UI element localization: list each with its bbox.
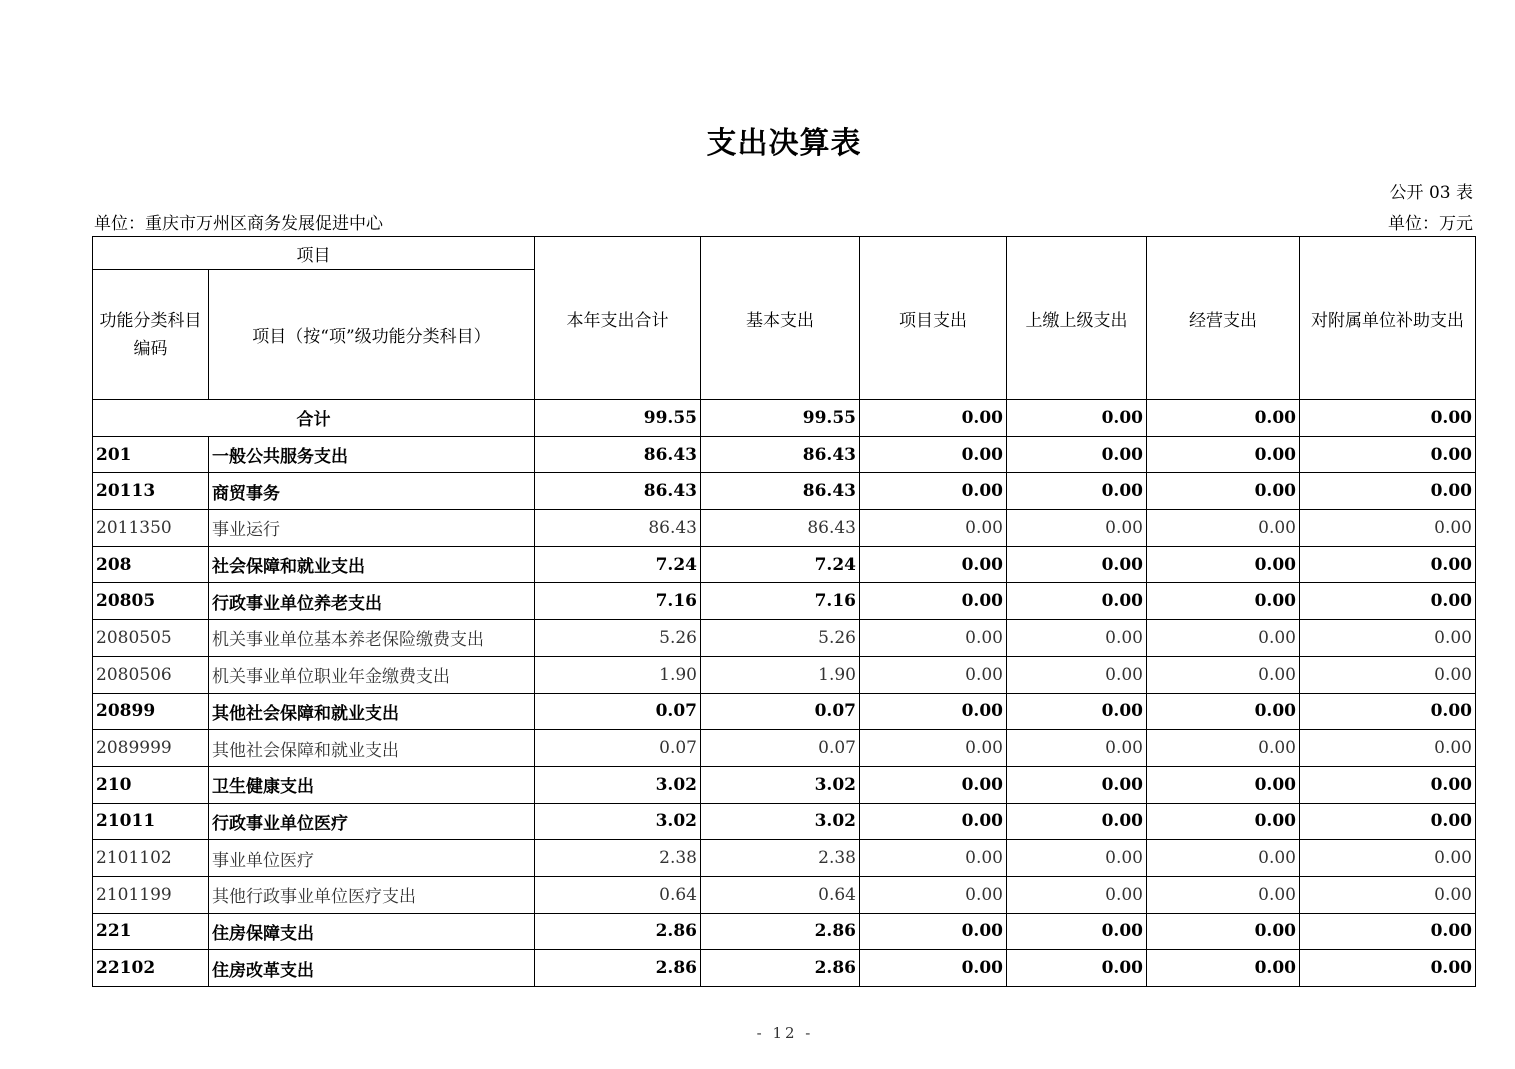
row-project: 0.00 [860,803,1007,840]
page-number: - 12 - [756,1024,814,1042]
row-basic: 0.64 [701,876,860,913]
row-code: 201 [93,436,209,473]
row-upper: 0.00 [1007,803,1147,840]
row-upper: 0.00 [1007,473,1147,510]
row-basic: 2.38 [701,840,860,877]
row-business: 0.00 [1147,913,1300,950]
table-row [93,840,1476,877]
row-total: 0.07 [535,730,701,767]
header-item: 项目 [93,237,535,270]
row-project: 0.00 [860,546,1007,583]
row-business: 0.00 [1147,766,1300,803]
table-row [93,583,1476,620]
row-upper: 0.00 [1007,730,1147,767]
row-basic: 2.86 [701,950,860,987]
row-name: 其他行政事业单位医疗支出 [209,876,535,913]
row-project: 0.00 [860,913,1007,950]
table-row [93,546,1476,583]
total-label: 合计 [93,400,535,437]
row-upper: 0.00 [1007,620,1147,657]
row-code: 2080506 [93,656,209,693]
row-subsidy: 0.00 [1300,510,1476,547]
header-code: 功能分类科目编码 [93,270,209,400]
row-business: 0.00 [1147,656,1300,693]
row-project: 0.00 [860,473,1007,510]
row-code: 2101199 [93,876,209,913]
row-total: 2.38 [535,840,701,877]
row-total: 86.43 [535,436,701,473]
header-business: 经营支出 [1147,237,1300,400]
row-code: 20899 [93,693,209,730]
row-upper: 0.00 [1007,583,1147,620]
table-row [93,656,1476,693]
row-code: 20805 [93,583,209,620]
row-subsidy: 0.00 [1300,656,1476,693]
row-subsidy: 0.00 [1300,473,1476,510]
row-subsidy: 0.00 [1300,436,1476,473]
row-business: 0.00 [1147,803,1300,840]
row-subsidy: 0.00 [1300,766,1476,803]
row-business: 0.00 [1147,473,1300,510]
header-project: 项目支出 [860,237,1007,400]
row-basic: 1.90 [701,656,860,693]
row-name: 商贸事务 [209,473,535,510]
row-subsidy: 0.00 [1300,840,1476,877]
total-business: 0.00 [1147,400,1300,437]
row-project: 0.00 [860,620,1007,657]
row-basic: 2.86 [701,913,860,950]
row-total: 0.07 [535,693,701,730]
total-basic: 99.55 [701,400,860,437]
row-upper: 0.00 [1007,876,1147,913]
row-total: 7.16 [535,583,701,620]
table-row [93,730,1476,767]
header-subsidy: 对附属单位补助支出 [1300,237,1476,400]
row-business: 0.00 [1147,510,1300,547]
row-basic: 5.26 [701,620,860,657]
row-total: 0.64 [535,876,701,913]
row-upper: 0.00 [1007,693,1147,730]
row-name: 机关事业单位职业年金缴费支出 [209,656,535,693]
table-row [93,436,1476,473]
row-project: 0.00 [860,730,1007,767]
table-row [93,620,1476,657]
header-total: 本年支出合计 [535,237,701,400]
row-subsidy: 0.00 [1300,583,1476,620]
row-upper: 0.00 [1007,656,1147,693]
row-basic: 86.43 [701,510,860,547]
table-row [93,876,1476,913]
row-name: 其他社会保障和就业支出 [209,693,535,730]
row-code: 2080505 [93,620,209,657]
row-upper: 0.00 [1007,766,1147,803]
row-project: 0.00 [860,693,1007,730]
row-upper: 0.00 [1007,913,1147,950]
row-basic: 3.02 [701,803,860,840]
table-row [93,950,1476,987]
row-upper: 0.00 [1007,436,1147,473]
row-business: 0.00 [1147,693,1300,730]
row-code: 210 [93,766,209,803]
row-subsidy: 0.00 [1300,876,1476,913]
unit-label: 单位：万元 [1388,214,1473,234]
row-business: 0.00 [1147,583,1300,620]
row-business: 0.00 [1147,876,1300,913]
table-row [93,510,1476,547]
row-project: 0.00 [860,656,1007,693]
row-code: 2101102 [93,840,209,877]
row-basic: 86.43 [701,473,860,510]
row-code: 2089999 [93,730,209,767]
row-code: 221 [93,913,209,950]
row-upper: 0.00 [1007,510,1147,547]
row-subsidy: 0.00 [1300,913,1476,950]
row-basic: 0.07 [701,730,860,767]
organization-label: 单位：重庆市万州区商务发展促进中心 [94,214,383,234]
row-project: 0.00 [860,840,1007,877]
row-upper: 0.00 [1007,950,1147,987]
row-business: 0.00 [1147,546,1300,583]
row-name: 事业运行 [209,510,535,547]
row-subsidy: 0.00 [1300,730,1476,767]
row-project: 0.00 [860,510,1007,547]
row-name: 住房保障支出 [209,913,535,950]
row-project: 0.00 [860,583,1007,620]
total-subsidy: 0.00 [1300,400,1476,437]
row-project: 0.00 [860,436,1007,473]
row-business: 0.00 [1147,840,1300,877]
table-row [93,693,1476,730]
page-title: 支出决算表 [706,126,862,161]
row-code: 208 [93,546,209,583]
row-basic: 7.24 [701,546,860,583]
row-total: 1.90 [535,656,701,693]
row-name: 卫生健康支出 [209,766,535,803]
row-business: 0.00 [1147,436,1300,473]
row-project: 0.00 [860,876,1007,913]
row-basic: 86.43 [701,436,860,473]
row-business: 0.00 [1147,950,1300,987]
row-upper: 0.00 [1007,840,1147,877]
row-total: 2.86 [535,950,701,987]
row-code: 22102 [93,950,209,987]
row-business: 0.00 [1147,730,1300,767]
header-upper: 上缴上级支出 [1007,237,1147,400]
row-total: 7.24 [535,546,701,583]
expenditure-table [92,236,1476,987]
row-basic: 0.07 [701,693,860,730]
table-row [93,913,1476,950]
row-subsidy: 0.00 [1300,950,1476,987]
row-total: 3.02 [535,766,701,803]
row-code: 2011350 [93,510,209,547]
row-subsidy: 0.00 [1300,546,1476,583]
row-name: 社会保障和就业支出 [209,546,535,583]
row-name: 其他社会保障和就业支出 [209,730,535,767]
row-subsidy: 0.00 [1300,803,1476,840]
row-subsidy: 0.00 [1300,693,1476,730]
row-total: 2.86 [535,913,701,950]
row-name: 机关事业单位基本养老保险缴费支出 [209,620,535,657]
row-basic: 7.16 [701,583,860,620]
table-row [93,473,1476,510]
row-business: 0.00 [1147,620,1300,657]
row-total: 86.43 [535,510,701,547]
row-basic: 3.02 [701,766,860,803]
row-name: 住房改革支出 [209,950,535,987]
form-number: 公开 03 表 [1389,183,1473,203]
row-name: 行政事业单位养老支出 [209,583,535,620]
total-row [93,400,1476,437]
table-row [93,803,1476,840]
row-name: 一般公共服务支出 [209,436,535,473]
total-upper: 0.00 [1007,400,1147,437]
row-total: 86.43 [535,473,701,510]
header-name: 项目（按“项”级功能分类科目） [209,270,535,400]
row-upper: 0.00 [1007,546,1147,583]
row-total: 3.02 [535,803,701,840]
row-project: 0.00 [860,766,1007,803]
total-project: 0.00 [860,400,1007,437]
row-project: 0.00 [860,950,1007,987]
row-code: 21011 [93,803,209,840]
table-row [93,766,1476,803]
row-name: 事业单位医疗 [209,840,535,877]
row-total: 5.26 [535,620,701,657]
header-basic: 基本支出 [701,237,860,400]
row-subsidy: 0.00 [1300,620,1476,657]
row-code: 20113 [93,473,209,510]
total-total: 99.55 [535,400,701,437]
row-name: 行政事业单位医疗 [209,803,535,840]
